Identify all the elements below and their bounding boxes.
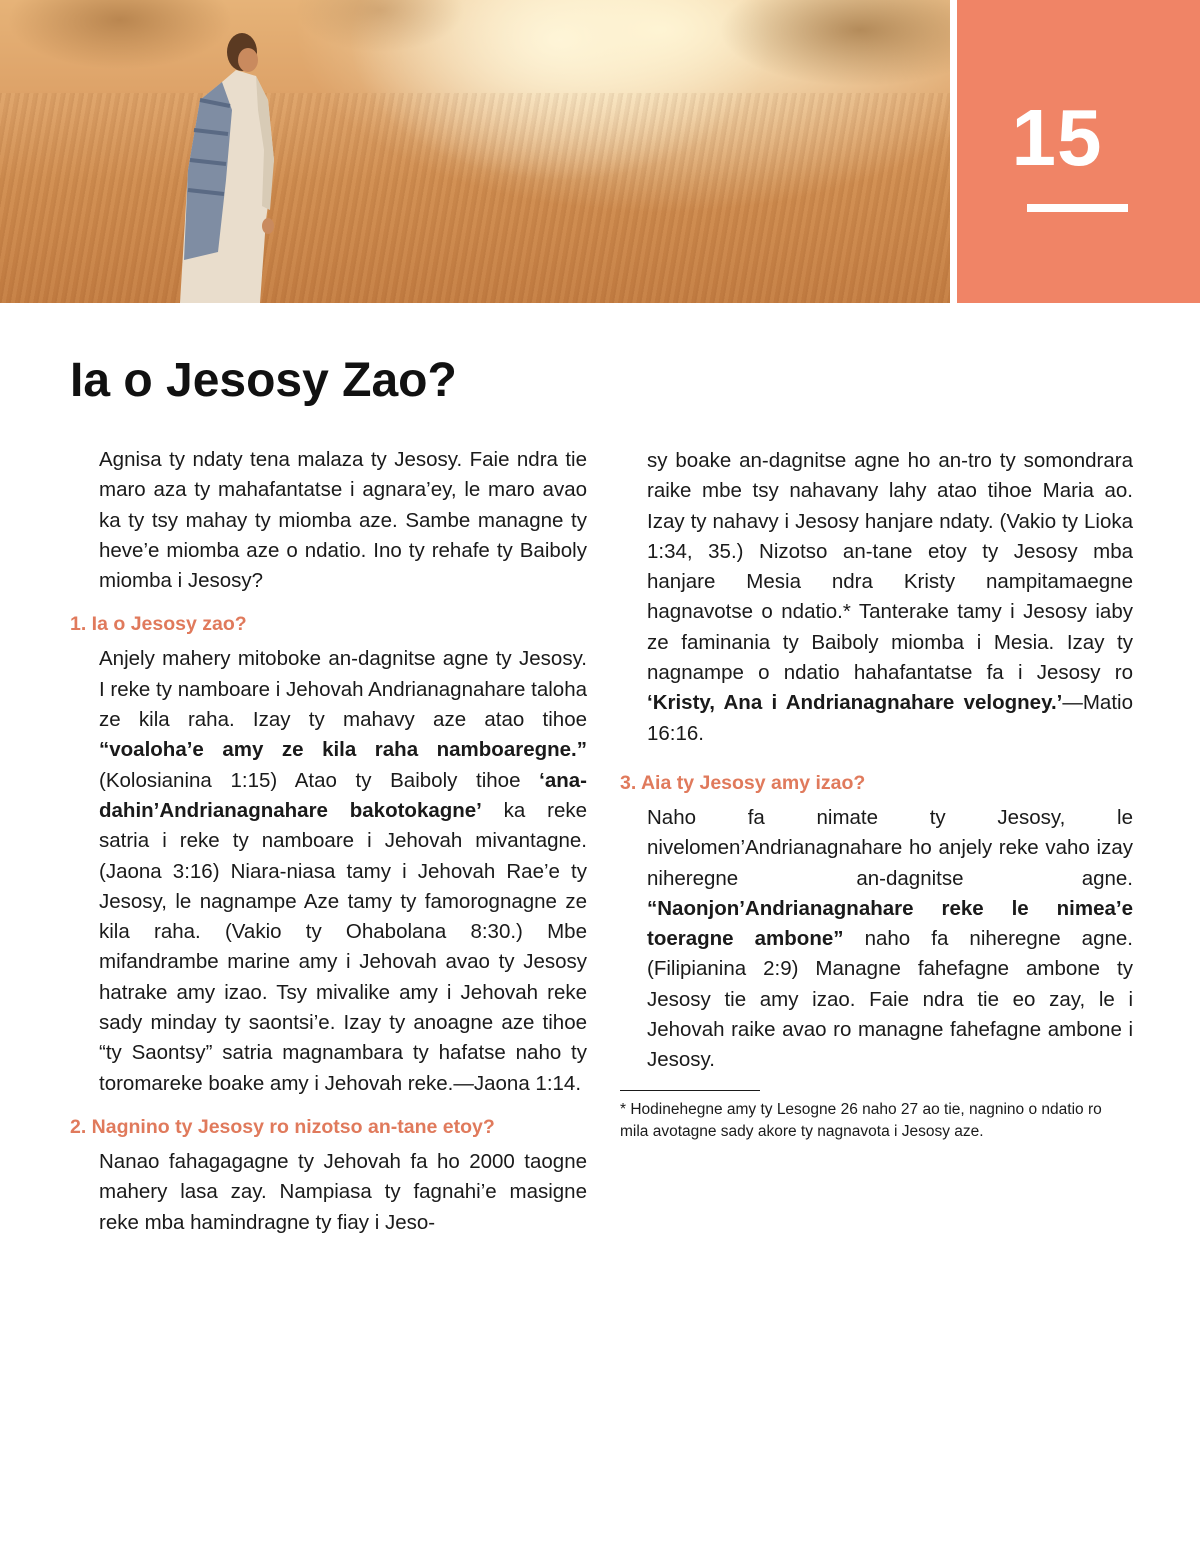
answer-paragraph-1: Anjely mahery mitoboke an-dagnitse agne ty Jesosy. I reke ty namboare i Jehovah Andrianagnahare taloha ze kila raha. Izay ty mahavy aze atao tihoe “voaloha’e amy ze kila raha namboaregne.” (Kolosianina 1:15) Atao ty Baiboly tihoe ‘ana-dahin’Andrianagnahare bakotokagne’ ka reke satria i reke ty namboare i Jehovah mivantagne. (Jaona 3:16) Niara-niasa tamy i Jehovah Rae’e ty Jesosy, le nagnampe Aze tamy ty famorognagne ze kila raha. (Vakio ty Ohabolana 8:30.) Mbe mifandrambe marine amy i Jehovah avao ty Jesosy hatrake amy izao. Tsy mivalike amy i Jehovah reke sady minday ty saontsi’e. Izay ty anoagne aze tihoe “ty Saontsy” satria magnambara ty hafatse naho ty toromareke boake amy i Jehovah reke.—Jaona 1:14. xyxy=(99,647,587,1095)
bold-quote: ‘Kristy, Ana i Andrianagnahare velogney.’ xyxy=(647,691,1063,715)
right-column xyxy=(620,446,1133,1143)
bold-quote: “voaloha’e amy ze kila raha namboaregne.” xyxy=(99,738,587,762)
grass-field xyxy=(0,93,950,303)
walking-man-figure xyxy=(170,30,290,303)
footnote: * Hodinehegne amy ty Lesogne 26 naho 27 ao tie, nagnino o ndatio ro mila avotagne sady akore ty nagnavota i Jesosy aze. xyxy=(620,1100,1102,1140)
hero-image xyxy=(0,0,950,303)
answer-paragraph-3: Naho fa nimate ty Jesosy, le nivelomen’Andrianagnahare ho anjely reke vaho izay niheregne an-dagnitse agne. “Naonjon’Andrianagnahare reke le nimea’e toeragne ambone” naho fa niheregne agne. (Filipianina 2:9) Managne fahefagne ambone ty Jesosy tie amy izao. Faie ndra tie eo zay, le i Jehovah raike avao ro managne fahefagne ambone i Jesosy. xyxy=(647,805,1133,1072)
bold-quote: ‘ana-dahin’Andrianagnahare bakotokagne’ xyxy=(99,768,587,822)
page-title: Ia o Jesosy Zao? xyxy=(70,354,457,407)
left-column xyxy=(70,445,587,1238)
bold-quote: “Naonjon’Andrianagnahare reke le nimea’e toeragne ambone” xyxy=(647,896,1133,951)
chapter-underline xyxy=(1027,204,1128,212)
footnote-divider xyxy=(620,1090,760,1091)
answer-paragraph-2-cont: sy boake an-dagnitse agne ho an-tro ty somondrara raike mbe tsy nahavany lahy atao tihoe Maria ao. Izay ty nahavy i Jesosy hanjare ndaty. (Vakio ty Lioka 1:34, 35.) Nizotso an-tane etoy ty Jesosy mba hanjare Mesia ndra Kristy nampitamaegne hagnavotse o ndatio.* Tanterake tamy i Jesosy iaby ze faminania ty Baiboly miomba i Mesia. Izay ty nagnampe o ndatio hahafantatse fa i Jesosy ro ‘Kristy, Ana i Andrianagnahare velogney.’—Matio 16:16. xyxy=(647,449,1133,745)
split-text-b: sy boake an-dagnitse agne ho an-tro ty somondrara raike mbe tsy nahavany lahy atao tihoe Maria ao. Izay ty nahavy i Jesosy hanjare ndaty. (Vakio ty Lioka 1:34, 35.) Nizotso an-tane etoy ty Jesosy mba hanjare Mesia ndra Kristy nampitamaegne hagnavotse o ndatio.* Tanterake tamy i Jesosy iaby ze faminania ty Baiboly miomba i Mesia. Izay ty nagnampe o ndatio hahafantatse fa i Jesosy ro xyxy=(647,449,1133,685)
split-text-a: Nanao fahagagagne ty Jehovah fa ho 2000 taogne mahery lasa zay. Nampiasa ty fagnahi’e masigne reke mba hamindragne ty fiay i Jeso- xyxy=(99,1149,587,1234)
question-heading-1: 1. Ia o Jesosy zao? xyxy=(70,613,247,636)
chapter-badge xyxy=(957,0,1200,303)
question-heading-3: 3. Aia ty Jesosy amy izao? xyxy=(620,771,866,794)
intro-paragraph: Agnisa ty ndaty tena malaza ty Jesosy. Faie ndra tie maro aza ty mahafantatse i agnara’ey, le maro avao ka ty tsy mahay ty miomba aze. Sambe managne ty heve’e miomba aze o ndatio. Ino ty rehafe ty Baiboly miomba i Jesosy? xyxy=(99,448,587,593)
question-heading-2: 2. Nagnino ty Jesosy ro nizotso an-tane etoy? xyxy=(70,1115,495,1138)
answer-paragraph-2-start xyxy=(99,1147,587,1238)
chapter-number: 15 xyxy=(1011,93,1103,182)
